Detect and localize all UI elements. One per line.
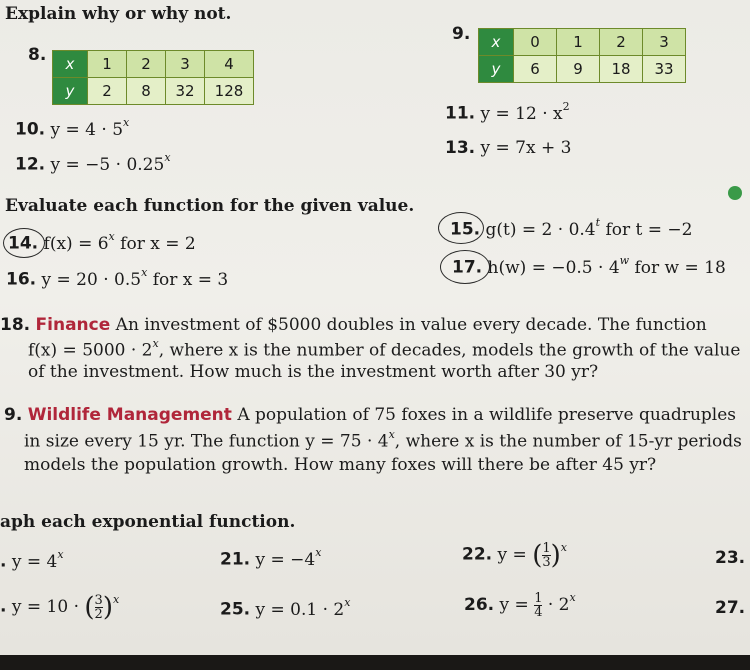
table-cell: 33: [643, 56, 686, 83]
problem-keyword: Wildlife Management: [27, 405, 232, 425]
problem-number: 13.: [445, 138, 476, 158]
problem-number: 12.: [15, 154, 46, 175]
problem-number: 15.: [450, 219, 481, 240]
problem-11: [445, 102, 570, 124]
problem-20: [0, 550, 64, 572]
problem-10: [15, 118, 129, 140]
problem-number: 26.: [464, 595, 495, 615]
problem-8-number: 8.: [28, 45, 47, 65]
problem-number: .: [0, 596, 7, 617]
equation: $h(w) = -0.5 \cdot 4^w$ for w = 18: [487, 254, 726, 278]
equation: y = ( $\frac{1}{3}$ )$^x$: [497, 540, 567, 570]
problem-number: 21.: [220, 549, 251, 570]
equation: $g(t) = 2 \cdot 0.4^t$ for t = −2: [485, 216, 693, 240]
problem-number: 11.: [445, 103, 476, 124]
table-cell: 18: [600, 56, 643, 83]
problem-23-number: 23.: [715, 548, 746, 568]
problem-number: 17.: [452, 257, 483, 278]
problem-22: [462, 540, 567, 570]
table-cell: 32: [166, 78, 205, 105]
problem-18-line-2: $f(x) = 5000 \cdot 2^x$, where x is the number of decades, models the growth of the value: [28, 337, 741, 361]
problem-19-line-3: models the population growth. How many foxes will there be after 45 yr?: [24, 455, 657, 475]
problem-26: [464, 592, 576, 619]
problem-14: [8, 232, 196, 254]
margin-marker-icon: [728, 186, 742, 200]
equation: y = 10 · ( $\frac{3}{2}$ )$^x$: [11, 592, 120, 622]
graph-heading: aph each exponential function.: [0, 512, 296, 532]
problem-number: 10.: [15, 119, 46, 140]
table-header-y: y: [479, 56, 514, 83]
table-cell: 2: [88, 78, 127, 105]
problem-9-number: 9.: [452, 24, 471, 44]
equation: $y = 0.1 \cdot 2^x$: [255, 596, 351, 620]
problem-keyword: Finance: [35, 315, 111, 335]
problem-19-line-1: 9. Wildlife Management A population of 75 foxes in a wildlife preserve quadruples: [4, 405, 736, 425]
table-header-y: y: [53, 78, 88, 105]
problem-9-table: [478, 28, 686, 83]
problem-number: 25.: [220, 599, 251, 620]
problem-number: 16.: [6, 269, 37, 290]
problem-25: [220, 598, 350, 620]
table-cell: 3: [643, 29, 686, 56]
table-cell: 1: [557, 29, 600, 56]
equation: $y = 4 \cdot 5^x$: [50, 116, 130, 140]
problem-12: [15, 153, 171, 175]
problem-number: 9.: [4, 405, 23, 425]
problem-number: .: [0, 551, 7, 572]
evaluate-heading: Evaluate each function for the given value.: [5, 196, 415, 216]
problem-15: [450, 218, 692, 240]
equation: y = 7x + 3: [480, 138, 572, 158]
table-cell: 2: [600, 29, 643, 56]
table-cell: 128: [205, 78, 254, 105]
table-cell: 9: [557, 56, 600, 83]
equation: $y = 20 \cdot 0.5^x$ for x = 3: [41, 266, 229, 290]
table-cell: 0: [514, 29, 557, 56]
equation: $y = 4^x$: [11, 548, 64, 572]
equation: $y = 12 \cdot x^2$: [480, 100, 570, 124]
problem-18-line-1: 18. Finance An investment of $5000 doubles in value every decade. The function: [0, 315, 707, 335]
problem-number: 14.: [8, 233, 39, 254]
equation: y = $\frac{1}{4}$ · $2^x$: [499, 591, 576, 620]
table-cell: 2: [127, 51, 166, 78]
table-cell: 6: [514, 56, 557, 83]
table-cell: 3: [166, 51, 205, 78]
problem-number: 22.: [462, 544, 493, 565]
problem-8-table: [52, 50, 254, 105]
table-header-x: x: [53, 51, 88, 78]
problem-17: [452, 256, 726, 278]
equation: $f(x) = 6^x$ for x = 2: [43, 230, 196, 254]
table-cell: 8: [127, 78, 166, 105]
problem-number: 18.: [0, 315, 31, 335]
problem-24: [0, 592, 119, 622]
table-cell: 4: [205, 51, 254, 78]
table-cell: 1: [88, 51, 127, 78]
problem-19-line-2: in size every 15 yr. The function $y = 75 \cdot 4^x$, where x is the number of 15-yr periods: [24, 428, 742, 452]
problem-18-line-3: of the investment. How much is the investment worth after 30 yr?: [28, 362, 599, 382]
table-header-x: x: [479, 29, 514, 56]
equation: $y = -5 \cdot 0.25^x$: [50, 151, 171, 175]
equation: $y = -4^x$: [255, 546, 322, 570]
problem-21: [220, 548, 321, 570]
page-bottom-edge: [0, 655, 750, 670]
problem-16: [6, 268, 228, 290]
problem-27-number: 27.: [715, 598, 746, 618]
problem-13: [445, 138, 571, 158]
instruction-header: Explain why or why not.: [5, 4, 232, 24]
